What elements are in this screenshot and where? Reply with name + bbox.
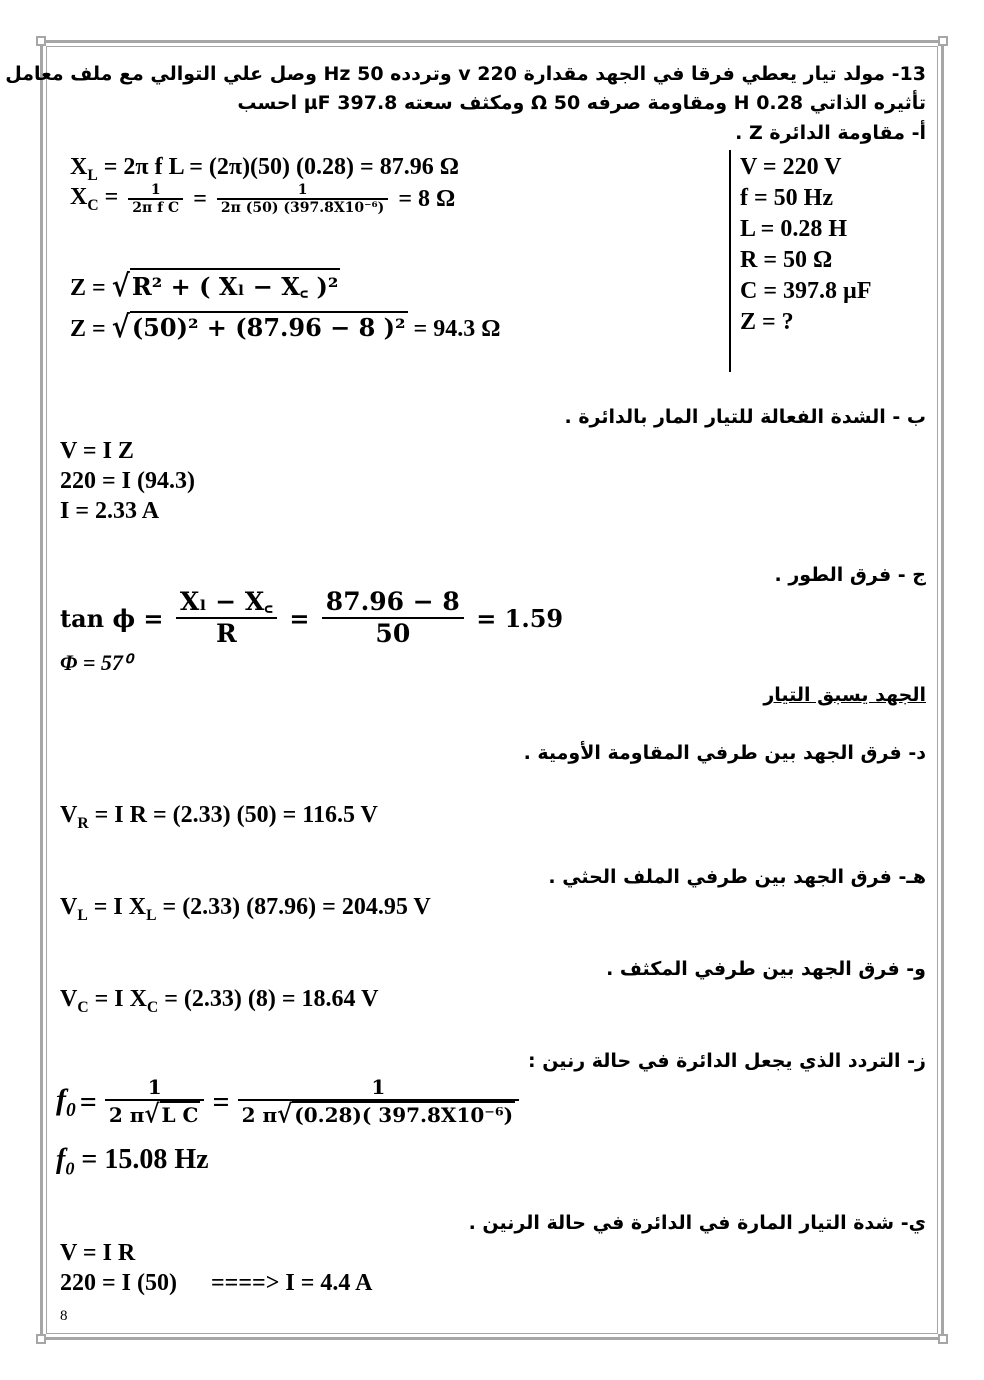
xl-equation: $X_L = 2\pi$ f L = (2π)(50) (0.28) = 87.96 Ω xyxy=(70,154,459,184)
given-capacitance: C = 397.8 µF xyxy=(740,278,872,304)
tan-phi-equation: tan ϕ = $\frac{\text{Xₗ − X꜀}}{R}$ = $\frac{87.96 - 8}{50}$ = 1.59 xyxy=(60,587,564,648)
vc-equation: $V_C = I$ $X_C = (2.33) (8) = 18.64$ V xyxy=(60,986,379,1016)
phase-fraction-formula: $\frac{\text{Xₗ − X꜀}}{R}$ xyxy=(176,588,277,649)
resonance-fraction-formula: $\frac{1}{\text{2 π√ L C}}$ xyxy=(105,1076,205,1129)
border-corner xyxy=(938,36,948,46)
resonance-frequency-equation: $f_0$ = $\frac{1}{\text{2 π√ L C}}$ = $\frac{1}{\text{2 π√ (0.28)( 397.8X10⁻⁶)}}$ xyxy=(56,1076,523,1129)
given-divider xyxy=(729,150,731,372)
part-a-label: أ- مقاومة الدائرة Z . xyxy=(735,122,926,144)
resonance-current-line-2: 220 = I (50) ====> I = 4.4 A xyxy=(60,1270,373,1296)
page-number: 8 xyxy=(60,1308,68,1324)
phase-fraction-values: $\frac{87.96 - 8}{50}$ xyxy=(322,588,464,649)
resonance-fraction-values: $\frac{1}{\text{2 π√ (0.28)( 397.8X10⁻⁶)}}$ xyxy=(238,1076,519,1129)
part-b-solution: V = I Z 220 = I (94.3) I = 2.33 A xyxy=(60,438,195,524)
problem-line-2: تأثيره الذاتي 0.28 H ومقاومة صرفه 50 Ω ومكثف سعته 397.8 µF احسب xyxy=(237,92,926,114)
given-inductance: L = 0.28 H xyxy=(740,216,848,242)
part-d-label: د- فرق الجهد بين طرفي المقاومة الأومية . xyxy=(523,742,926,764)
given-frequency: f = 50 Hz xyxy=(740,185,833,211)
xc-equation: $X_C$ = $\frac{1}{\text{2π f C}}$ = $\frac{1}{\text{2π (50) (397.8X10⁻⁶)}}$ = 8 Ω xyxy=(70,182,456,217)
phi-result: Φ = 57⁰ xyxy=(60,650,132,675)
sqrt-symbol: √R² + ( Xₗ − X꜀ )² xyxy=(111,267,339,304)
z-calculation: Z = √(50)² + (87.96 − 8 )² = 94.3 Ω xyxy=(70,308,501,345)
part-e-label: هـ- فرق الجهد بين طرفي الملف الحثي . xyxy=(548,866,926,888)
given-voltage: V = 220 V xyxy=(740,154,842,180)
vr-equation: $V_R = I$ R = (2.33) (50) = 116.5 V xyxy=(60,802,378,832)
sqrt-symbol: √(50)² + (87.96 − 8 )² xyxy=(111,308,406,345)
given-unknown: Z = ? xyxy=(740,309,794,335)
resonance-frequency-result: $f_0 = 15.08$ Hz xyxy=(56,1144,209,1179)
voltage-leads-current: الجهد يسبق التيار xyxy=(763,684,926,706)
border-corner xyxy=(938,1334,948,1344)
border-corner xyxy=(36,36,46,46)
given-resistance: R = 50 Ω xyxy=(740,247,833,273)
z-formula: Z = √R² + ( Xₗ − X꜀ )² xyxy=(70,267,339,304)
part-b-label: ب - الشدة الفعالة للتيار المار بالدائرة . xyxy=(564,406,926,428)
xc-fraction-formula: $\frac{1}{\text{2π f C}}$ xyxy=(128,182,183,217)
border-corner xyxy=(36,1334,46,1344)
vl-equation: $V_L = I$ $X_L = (2.33) (87.96) = 204.95$ V xyxy=(60,894,431,924)
xc-fraction-values: $\frac{1}{\text{2π (50) (397.8X10⁻⁶)}}$ xyxy=(217,182,388,217)
part-f-label: و- فرق الجهد بين طرفي المكثف . xyxy=(606,958,926,980)
resonance-current-line-1: V = I R xyxy=(60,1240,136,1266)
part-h-label: ي- شدة التيار المارة في الدائرة في حالة الرنين . xyxy=(468,1212,926,1234)
given-list xyxy=(740,152,872,338)
problem-line-1: 13- مولد تيار يعطي فرقا في الجهد مقدارة 220 v وتردده 50 Hz وصل علي التوالي مع ملف معامل xyxy=(5,63,926,85)
part-g-label: ز- التردد الذي يجعل الدائرة في حالة رنين : xyxy=(528,1050,926,1072)
part-c-label: ج - فرق الطور . xyxy=(774,564,926,586)
